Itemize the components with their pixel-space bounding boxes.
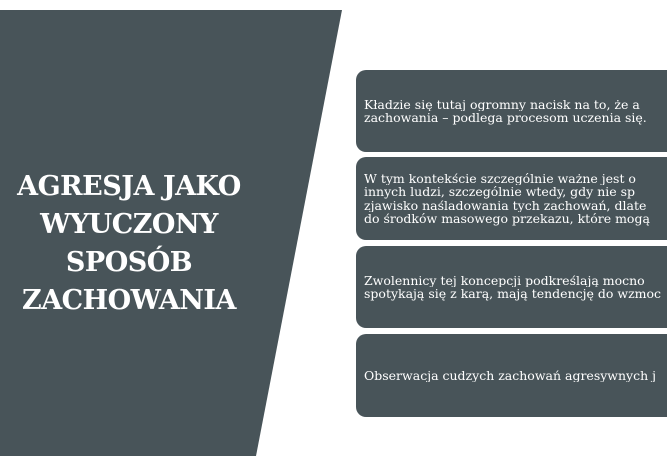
card-3-line-1: Zwolennicy tej koncepcji podkreślają mocno bbox=[364, 273, 645, 287]
card-3-line-2: spotykają się z karą, mają tendencję do wzmoc bbox=[364, 287, 662, 301]
title-line-1: AGRESJA JAKO bbox=[17, 171, 241, 202]
card-2-line-3: zjawisko naśladowania tych zachowań, dlate bbox=[364, 198, 647, 212]
card-1-line-1: Kładzie się tutaj ogromny nacisk na to, że a bbox=[364, 97, 640, 111]
title-line-2: WYUCZONY bbox=[40, 209, 218, 240]
card-1-line-2: zachowania – podlega procesom uczenia się. bbox=[364, 111, 647, 125]
card-2-line-4: do środków masowego przekazu, które mogą bbox=[364, 212, 650, 226]
card-4-line-1: Obserwacja cudzych zachowań agresywnych j bbox=[364, 368, 657, 383]
card-2-line-2: innych ludzi, szczególnie wtedy, gdy nie sp bbox=[364, 185, 636, 199]
content-card-3 bbox=[356, 246, 667, 328]
content-card-1 bbox=[356, 70, 667, 152]
content-card-4 bbox=[356, 334, 667, 417]
title-line-3: SPOSÓB bbox=[65, 247, 193, 278]
content-card-2 bbox=[356, 157, 667, 240]
slide-title bbox=[6, 168, 252, 320]
title-line-4: ZACHOWANIA bbox=[22, 285, 236, 316]
card-2-line-1: W tym kontekście szczególnie ważne jest o bbox=[364, 171, 636, 185]
